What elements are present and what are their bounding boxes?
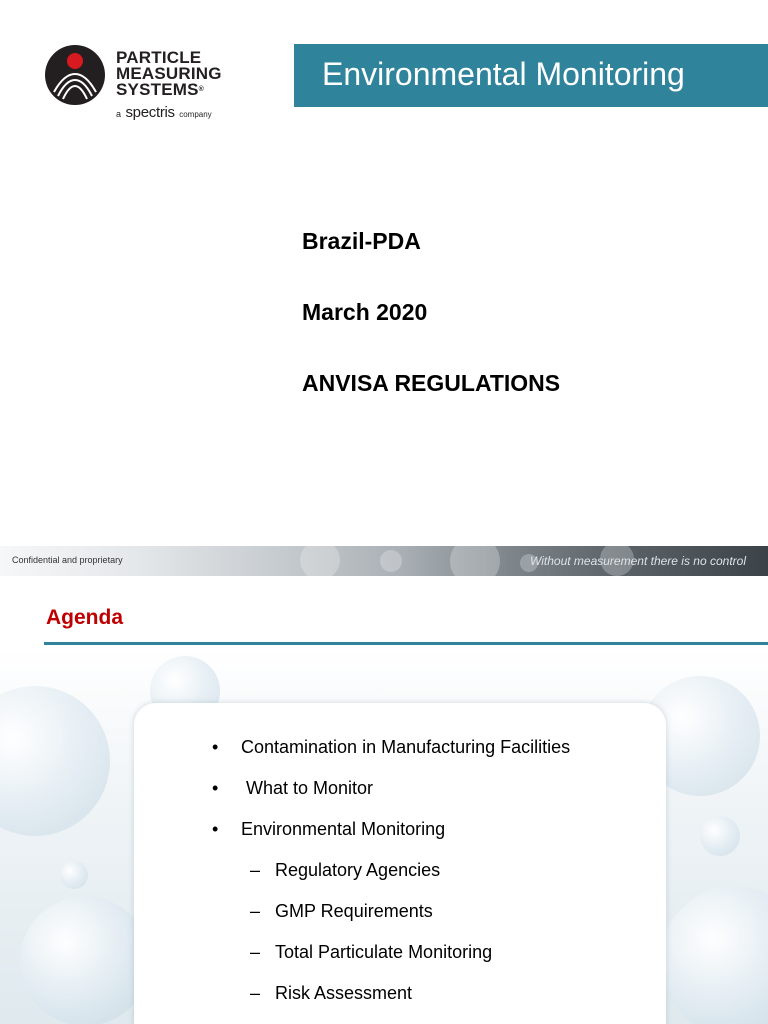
footer-tagline: Without measurement there is no control xyxy=(530,554,746,568)
agenda-title: Agenda xyxy=(46,606,124,629)
agenda-item-text: Contamination in Manufacturing Facilities xyxy=(241,737,571,757)
logo-subtitle xyxy=(116,104,212,122)
bullet-icon: • xyxy=(212,819,219,839)
event-name: Brazil-PDA xyxy=(302,228,421,254)
bullet-icon: • xyxy=(212,737,219,757)
logo-subtitle-brand: spectris xyxy=(125,104,175,121)
agenda-item-text: GMP Requirements xyxy=(275,901,433,921)
logo-subtitle-suffix: company xyxy=(179,110,212,119)
dash-icon: – xyxy=(250,860,261,880)
dash-icon: – xyxy=(250,942,261,962)
agenda-card xyxy=(134,703,666,1024)
confidential-label: Confidential and proprietary xyxy=(12,555,123,565)
agenda-item-text: Regulatory Agencies xyxy=(275,860,441,880)
dash-icon: – xyxy=(250,983,261,1003)
slide-footer xyxy=(0,546,768,576)
slide-title: Environmental Monitoring xyxy=(322,56,685,92)
logo-line-1: PARTICLE xyxy=(116,48,202,67)
agenda-item-text: What to Monitor xyxy=(246,778,374,798)
logo-wordmark xyxy=(116,50,222,98)
title-banner xyxy=(294,44,768,107)
logo-subtitle-prefix: a xyxy=(116,109,122,119)
presentation-info xyxy=(302,226,560,439)
agenda-item-text: Risk Assessment xyxy=(275,983,413,1003)
title-divider xyxy=(44,642,768,645)
event-date: March 2020 xyxy=(302,299,428,325)
agenda-item-text: Environmental Monitoring xyxy=(241,819,446,839)
presentation-topic: ANVISA REGULATIONS xyxy=(302,370,561,396)
particle-logo-icon xyxy=(44,44,106,106)
company-logo xyxy=(44,44,264,124)
agenda-slide xyxy=(0,576,768,1024)
dash-icon: – xyxy=(250,901,261,921)
logo-line-3-text: SYSTEMS xyxy=(116,80,199,99)
logo-line-3 xyxy=(116,82,222,98)
logo-line-2: MEASURING xyxy=(116,64,222,83)
registered-mark: ® xyxy=(198,86,204,93)
agenda-item-text: Total Particulate Monitoring xyxy=(275,942,493,962)
bullet-icon: • xyxy=(212,778,219,798)
